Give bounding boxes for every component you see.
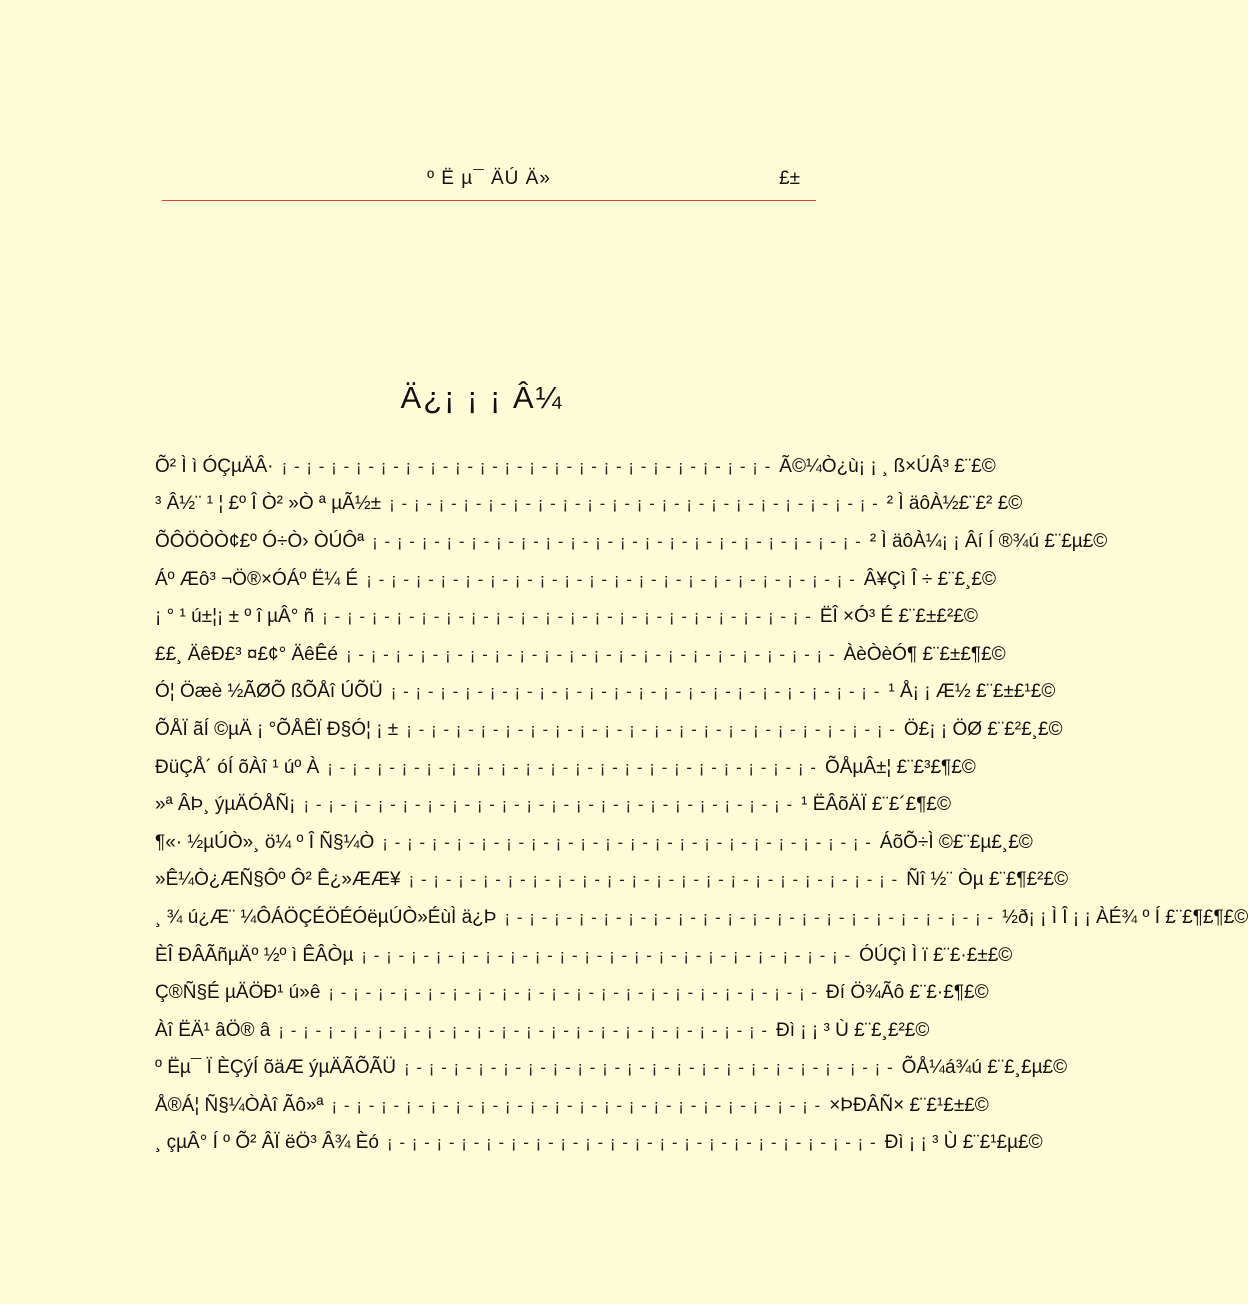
toc-entry-page: Ðì ¡ ¡ ³ Ù £¨£¸£²£© <box>776 1019 930 1041</box>
toc-entry-page: ² Ì äôÀ½£¨£² £© <box>886 493 1023 515</box>
toc-entry[interactable] <box>155 486 1023 524</box>
toc-entry-page: Ðí Ö¾Ãô £¨£·£¶£© <box>826 982 989 1004</box>
toc-entry[interactable] <box>155 598 978 636</box>
toc-entry[interactable] <box>155 1125 1043 1163</box>
toc-entry-title: ££¸ ÄêÐ£³ ¤£¢° ÄêÊé <box>155 643 338 665</box>
toc-leader-dots: ¡ - ¡ - ¡ - ¡ - ¡ - ¡ - ¡ - ¡ - ¡ - ¡ - ¡ - ¡ - ¡ - ¡ - ¡ - ¡ - ¡ - ¡ - ¡ - ¡ - <box>390 682 881 702</box>
toc-entry-title: ÈÎ ÐÂÃñµÄº ½º ì ÊÂÒµ <box>155 944 354 966</box>
toc-leader-dots: ¡ - ¡ - ¡ - ¡ - ¡ - ¡ - ¡ - ¡ - ¡ - ¡ - ¡ - ¡ - ¡ - ¡ - ¡ - ¡ - ¡ - ¡ - ¡ - ¡ - <box>322 607 812 627</box>
toc-entry-title: Àî ËÄ¹ âÖ® â <box>155 1019 271 1041</box>
toc-leader-dots: ¡ - ¡ - ¡ - ¡ - ¡ - ¡ - ¡ - ¡ - ¡ - ¡ - ¡ - ¡ - ¡ - ¡ - ¡ - ¡ - ¡ - ¡ - ¡ - ¡ - <box>328 983 819 1003</box>
toc-entry-page: ½ð¡ ¡ Ì Î ¡ ¡ ÀÉ¾ º Í £¨£¶£¶£© <box>1002 906 1248 928</box>
toc-entry-page: ÁõÕ÷Ì ©£¨£µ£¸£© <box>879 831 1033 853</box>
toc-entry-page: ÕÅ¼á¾ú £¨£¸£µ£© <box>901 1057 1068 1079</box>
toc-leader-dots: ¡ - ¡ - ¡ - ¡ - ¡ - ¡ - ¡ - ¡ - ¡ - ¡ - ¡ - ¡ - ¡ - ¡ - ¡ - ¡ - ¡ - ¡ - ¡ - ¡ - <box>404 1058 894 1078</box>
toc-entry[interactable] <box>155 899 1248 937</box>
header-page-number: £± <box>779 168 800 189</box>
toc-leader-dots: ¡ - ¡ - ¡ - ¡ - ¡ - ¡ - ¡ - ¡ - ¡ - ¡ - ¡ - ¡ - ¡ - ¡ - ¡ - ¡ - ¡ - ¡ - ¡ - ¡ - <box>389 494 879 514</box>
toc-entry-title: Å®Á¦ Ñ§¼ÒÀî Ãô»ª <box>155 1094 324 1116</box>
toc-entry-title: »ª ÂÞ¸ ýµÄÓÅÑ¡ <box>155 794 296 816</box>
toc-entry[interactable] <box>155 711 1063 749</box>
toc-entry-page: ÕÅµÂ±¦ £¨£³£¶£© <box>824 756 976 778</box>
toc-entry[interactable] <box>155 561 996 599</box>
toc-leader-dots: ¡ - ¡ - ¡ - ¡ - ¡ - ¡ - ¡ - ¡ - ¡ - ¡ - ¡ - ¡ - ¡ - ¡ - ¡ - ¡ - ¡ - ¡ - ¡ - ¡ - <box>278 1020 769 1040</box>
toc-leader-dots: ¡ - ¡ - ¡ - ¡ - ¡ - ¡ - ¡ - ¡ - ¡ - ¡ - ¡ - ¡ - ¡ - ¡ - ¡ - ¡ - ¡ - ¡ - ¡ - ¡ - <box>382 832 872 852</box>
toc-entry[interactable] <box>155 448 996 486</box>
toc-entry-title: Ç®Ñ§É µÄÖÐ¹ ú»ê <box>155 982 321 1004</box>
toc-leader-dots: ¡ - ¡ - ¡ - ¡ - ¡ - ¡ - ¡ - ¡ - ¡ - ¡ - ¡ - ¡ - ¡ - ¡ - ¡ - ¡ - ¡ - ¡ - ¡ - ¡ - <box>281 456 772 476</box>
toc-entry-title: ÐüÇÅ´ óÍ õÀî ¹ úº À <box>155 756 320 778</box>
toc-leader-dots: ¡ - ¡ - ¡ - ¡ - ¡ - ¡ - ¡ - ¡ - ¡ - ¡ - ¡ - ¡ - ¡ - ¡ - ¡ - ¡ - ¡ - ¡ - ¡ - ¡ - <box>303 795 794 815</box>
toc-entry-page: Ã©¼Ò¿ù¡ ¡ ¸ ß×ÚÂ³ £¨£© <box>779 455 996 477</box>
toc-entry[interactable] <box>155 674 1056 712</box>
toc-entry-title: Áº Æô³ ¬Ö®×ÓÁº Ë¼ É <box>155 568 359 590</box>
toc-entry-title: ÕÔÖÒÒ¢£º Ó÷Ò› ÒÚÔª <box>155 530 365 552</box>
running-header <box>162 164 816 201</box>
toc-entry-page: ¹ ËÂõÄÏ £¨£´£¶£© <box>801 794 951 816</box>
toc-entry-title: »Ê¼Ò¿ÆÑ§Ôº Ô² Ê¿»ÆÆ¥ <box>155 869 401 891</box>
toc-leader-dots: ¡ - ¡ - ¡ - ¡ - ¡ - ¡ - ¡ - ¡ - ¡ - ¡ - ¡ - ¡ - ¡ - ¡ - ¡ - ¡ - ¡ - ¡ - ¡ - ¡ - <box>372 531 862 551</box>
toc-entry[interactable] <box>155 937 1013 975</box>
toc-leader-dots: ¡ - ¡ - ¡ - ¡ - ¡ - ¡ - ¡ - ¡ - ¡ - ¡ - ¡ - ¡ - ¡ - ¡ - ¡ - ¡ - ¡ - ¡ - ¡ - ¡ - <box>345 644 836 664</box>
toc-entry[interactable] <box>155 749 976 787</box>
toc-entry-title: Õ² Ì ì ÓÇµÄÂ· <box>155 455 274 477</box>
toc-entry-page: Â¥Çì Î ÷ £¨£¸£© <box>863 568 996 590</box>
toc-entry[interactable] <box>155 862 1069 900</box>
toc-entry-page: ÀèÒèÓ¶ £¨£±£¶£© <box>843 643 1006 665</box>
toc-entry-page: ÓÚÇì Ì ï £¨£·£±£© <box>859 944 1013 966</box>
toc-entry-page: Ñî ½¨ Òµ £¨£¶£²£© <box>906 869 1069 891</box>
toc-entry-page: ×ÞÐÂÑ× £¨£¹£±£© <box>829 1094 989 1116</box>
toc-entry-title: ¡ ° ¹ ú±¦¡ ± º î µÂ° ñ <box>155 606 315 628</box>
toc-leader-dots: ¡ - ¡ - ¡ - ¡ - ¡ - ¡ - ¡ - ¡ - ¡ - ¡ - ¡ - ¡ - ¡ - ¡ - ¡ - ¡ - ¡ - ¡ - ¡ - ¡ - <box>361 945 852 965</box>
toc-entry-title: ¸ çµÂ° Í º Õ² ÂÏ ëÖ³ Â¾ Èó <box>155 1132 379 1154</box>
toc-entry[interactable] <box>155 523 1108 561</box>
header-title: º Ë µ¯ ÄÚ Ä» <box>427 168 551 189</box>
toc-leader-dots: ¡ - ¡ - ¡ - ¡ - ¡ - ¡ - ¡ - ¡ - ¡ - ¡ - ¡ - ¡ - ¡ - ¡ - ¡ - ¡ - ¡ - ¡ - ¡ - ¡ - <box>366 569 856 589</box>
toc-leader-dots: ¡ - ¡ - ¡ - ¡ - ¡ - ¡ - ¡ - ¡ - ¡ - ¡ - ¡ - ¡ - ¡ - ¡ - ¡ - ¡ - ¡ - ¡ - ¡ - ¡ - <box>331 1095 822 1115</box>
toc-entry-title: ¸ ¾ ú¿Æ¨ ¼ÔÁÖÇÉÖÉÓëµÚÒ»ÉùÌ ä¿Þ <box>155 906 497 928</box>
toc-entry-title: ÕÅÏ ãÍ ©µÄ ¡ °ÕÅÊÏ Ð§Ó¦ ¡ ± <box>155 718 399 740</box>
toc-leader-dots: ¡ - ¡ - ¡ - ¡ - ¡ - ¡ - ¡ - ¡ - ¡ - ¡ - ¡ - ¡ - ¡ - ¡ - ¡ - ¡ - ¡ - ¡ - ¡ - ¡ - <box>406 719 896 739</box>
toc-entry-page: ² Ì äôÀ¼¡ ¡ Âí Í ®¾ú £¨£µ£© <box>869 530 1108 552</box>
toc-entry[interactable] <box>155 636 1006 674</box>
toc-entry-page: ËÎ ×Ó³ É £¨£±£²£© <box>819 606 978 628</box>
toc-entry[interactable] <box>155 1050 1068 1088</box>
toc-entry-page: ¹ Å¡ ¡ Æ½ £¨£±£¹£© <box>888 681 1056 703</box>
toc-entry[interactable] <box>155 974 989 1012</box>
toc-entry[interactable] <box>155 1012 930 1050</box>
toc-entry-page: Ö£¡ ¡ ÖØ £¨£²£¸£© <box>903 718 1063 740</box>
toc-entry-title: Ó¦ Öæè ½ÃØÕ ßÕÅî ÚÕÜ <box>155 681 383 703</box>
toc-entry[interactable] <box>155 786 951 824</box>
toc-entry-page: Ðì ¡ ¡ ³ Ù £¨£¹£µ£© <box>884 1132 1043 1154</box>
toc-entry-title: º Ëµ¯ Ï ÈÇýÍ õäÆ ýµÄÃÕÃÜ <box>155 1057 396 1079</box>
toc-leader-dots: ¡ - ¡ - ¡ - ¡ - ¡ - ¡ - ¡ - ¡ - ¡ - ¡ - ¡ - ¡ - ¡ - ¡ - ¡ - ¡ - ¡ - ¡ - ¡ - ¡ - <box>504 907 995 927</box>
toc-leader-dots: ¡ - ¡ - ¡ - ¡ - ¡ - ¡ - ¡ - ¡ - ¡ - ¡ - ¡ - ¡ - ¡ - ¡ - ¡ - ¡ - ¡ - ¡ - ¡ - ¡ - <box>327 757 817 777</box>
toc-leader-dots: ¡ - ¡ - ¡ - ¡ - ¡ - ¡ - ¡ - ¡ - ¡ - ¡ - ¡ - ¡ - ¡ - ¡ - ¡ - ¡ - ¡ - ¡ - ¡ - ¡ - <box>408 870 899 890</box>
toc-entry-title: ³ Â½¨ ¹ ¦ £º Î Ò² »Ò ª µÃ½± <box>155 493 382 515</box>
toc-entry[interactable] <box>155 1087 989 1125</box>
table-of-contents <box>155 448 1248 1162</box>
toc-title: Ä¿¡ ¡ ¡ Â¼ <box>400 380 564 415</box>
toc-leader-dots: ¡ - ¡ - ¡ - ¡ - ¡ - ¡ - ¡ - ¡ - ¡ - ¡ - ¡ - ¡ - ¡ - ¡ - ¡ - ¡ - ¡ - ¡ - ¡ - ¡ - <box>386 1133 877 1153</box>
toc-entry-title: ¶«· ½µÚÒ»¸ ö¼ º Î Ñ§¼Ò <box>155 831 375 853</box>
toc-entry[interactable] <box>155 824 1033 862</box>
